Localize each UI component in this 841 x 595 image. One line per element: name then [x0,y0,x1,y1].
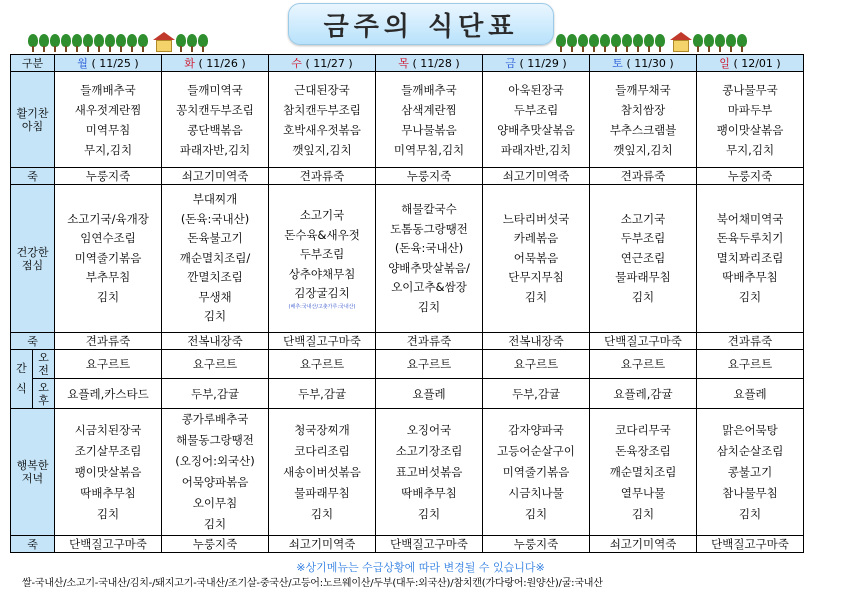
menu-item: 참치캔두부조림 [283,102,361,117]
header-row [11,55,804,72]
menu-table [10,54,804,553]
menu-item: 도톰동그랑땡전 [390,221,468,236]
meal-cell [590,72,697,168]
menu-item: 콩가루배추국 [181,412,249,426]
title-banner [288,3,554,45]
menu-item: 두부조림 [620,231,666,246]
day-name: 토 [612,57,623,70]
menu-item: 새송이버섯볶음 [283,464,361,479]
meal-cell [483,185,590,333]
menu-item: 김치 [524,506,548,521]
menu-item: 어묵볶음 [513,250,559,265]
meal-cell [269,185,376,333]
day-header [269,55,376,72]
porridge-cell: 단백질고구마죽 [269,333,376,350]
header-label: 구분 [11,55,55,72]
menu-item: 미역무침,김치 [393,142,465,157]
meal-cell [376,409,483,536]
day-header [55,55,162,72]
meal-cell [376,185,483,333]
menu-item: 부추스크램블 [609,122,677,137]
tree-icon [198,34,208,52]
snack-cell: 요구르트 [590,350,697,379]
meal-cell [162,409,269,536]
meal-cell [162,72,269,168]
menu-item: 무지,김치 [725,142,775,157]
meal-cell [162,185,269,333]
menu-item: 들깨배추국 [80,82,136,97]
breakfast-label: 활기찬 아침 [11,72,55,168]
origin-note: (배추:국내산/고춧가루:국내산) [288,303,356,310]
porridge-cell: 누룽지죽 [376,168,483,185]
porridge-cell: 누룽지죽 [697,168,804,185]
tree-icon [105,34,115,52]
porridge-cell: 누룽지죽 [162,536,269,553]
menu-item: 콩나물무국 [722,82,778,97]
menu-item: 오이고추&쌈장 [391,280,467,294]
tree-icon [28,34,38,52]
house-icon [153,32,175,52]
tree-icon [578,34,588,52]
menu-item: (돈육:국내산) [394,241,464,255]
menu-item: 들깨배추국 [401,82,457,97]
menu-item: 미역줄기볶음 [502,464,570,479]
tree-icon [39,34,49,52]
tree-icon [138,34,148,52]
tree-decoration-left [28,30,208,52]
day-header [483,55,590,72]
menu-item: 꽁치캔두부조림 [176,102,254,117]
menu-item: 파래자반,김치 [179,142,251,157]
tree-icon [127,34,137,52]
tree-icon [704,34,714,52]
menu-item: 근대된장국 [294,82,350,97]
tree-icon [611,34,621,52]
menu-item: 깨순멸치조림/ [179,250,251,265]
tree-icon [72,34,82,52]
menu-item: 코다리무국 [615,422,671,437]
menu-item: 해물동그랑땡전 [176,433,254,447]
menu-item: 돈육불고기 [187,231,243,246]
tree-icon [622,34,632,52]
menu-item: 조기살무조림 [74,443,142,458]
tree-icon [61,34,71,52]
day-date: ( 11/30 ) [626,57,674,70]
menu-item: (돈육:국내산) [180,211,250,226]
porridge-cell: 누룽지죽 [55,168,162,185]
snack-cell: 두부,감귤 [269,379,376,409]
snack-cell: 요플레,카스타드 [55,379,162,409]
meal-cell [697,72,804,168]
porridge-row [11,333,804,350]
menu-item: 소고기국/육개장 [67,211,149,226]
meal-cell [55,72,162,168]
menu-item: 콩단백볶음 [187,122,243,137]
meal-cell [269,409,376,536]
dinner-row [11,409,804,536]
page-title: 금주의 식단표 [323,11,519,42]
day-name: 일 [719,57,730,70]
meal-cell [697,409,804,536]
lunch-row [11,185,804,333]
lunch-label: 건강한 점심 [11,185,55,333]
menu-item: 팽이맛살볶음 [74,464,142,479]
snack-am-label: 오전 [33,350,55,379]
menu-item: 팽이맛살볶음 [716,122,784,137]
meal-cell [483,72,590,168]
porridge-row [11,536,804,553]
snack-pm-label: 오후 [33,379,55,409]
meal-cell [269,72,376,168]
menu-item: 부추무침 [85,270,131,285]
menu-item: 단무지무침 [508,270,564,285]
menu-item: 돈수육&새우젓 [284,227,360,242]
day-name: 금 [505,57,516,70]
menu-item: 깨순멸치조림 [609,464,677,479]
meal-cell [590,409,697,536]
tree-icon [644,34,654,52]
tree-icon [589,34,599,52]
day-date: ( 11/29 ) [519,57,567,70]
tree-icon [94,34,104,52]
snack-cell: 요구르트 [483,350,590,379]
menu-item: 열무나물 [620,485,666,500]
snack-am-row [11,350,804,379]
snack-cell: 요구르트 [376,350,483,379]
menu-item: 맑은어묵탕 [722,422,778,437]
menu-item: 미역무침 [85,122,131,137]
snack-cell: 요플레 [376,379,483,409]
menu-item: 두부조림 [299,247,345,262]
menu-item: 삼색계란찜 [401,102,457,117]
meal-cell [55,409,162,536]
day-date: ( 11/26 ) [198,57,246,70]
menu-item: 멸치꽈리조림 [716,250,784,265]
menu-item: 표고버섯볶음 [395,464,463,479]
menu-item: 오징어국 [406,422,452,437]
porridge-cell: 단백질고구마죽 [55,536,162,553]
meal-cell [55,185,162,333]
tree-icon [567,34,577,52]
menu-item: (오징어:외국산) [175,454,255,468]
day-name: 목 [398,57,409,70]
porridge-label: 죽 [11,536,55,553]
snack-cell: 요구르트 [697,350,804,379]
menu-item: 김치 [417,506,441,521]
porridge-cell: 쇠고기미역죽 [162,168,269,185]
menu-item: 카레볶음 [513,231,559,246]
porridge-cell: 견과류죽 [269,168,376,185]
menu-item: 김치 [96,289,120,304]
day-header [697,55,804,72]
snack-pm-row [11,379,804,409]
porridge-cell: 견과류죽 [697,333,804,350]
tree-icon [187,34,197,52]
menu-item: 연근조림 [620,250,666,265]
menu-item: 시금치된장국 [74,422,142,437]
tree-icon [556,34,566,52]
menu-item: 부대찌개 [192,192,238,207]
menu-item: 김치 [738,506,762,521]
menu-item: 어묵양파볶음 [181,475,249,489]
meal-cell [483,409,590,536]
porridge-cell: 전복내장죽 [162,333,269,350]
menu-item: 오이무침 [192,496,238,510]
porridge-cell: 견과류죽 [376,333,483,350]
origin-info: 쌀-국내산/소고기-국내산/김치-/돼지고기-국내산/조기살-중국산/고등어:노르웨이산/두부(대두:외국산)/참치캔(가다랑어:원양산)/굴:국내산 [22,578,603,589]
menu-item: 시금치나물 [508,485,564,500]
tree-icon [633,34,643,52]
menu-item: 양배추맛살볶음 [497,122,575,137]
breakfast-row [11,72,804,168]
menu-item: 임연수조림 [80,231,136,246]
porridge-cell: 누룽지죽 [483,536,590,553]
menu-item: 미역줄기볶음 [74,250,142,265]
porridge-cell: 쇠고기미역죽 [269,536,376,553]
tree-icon [176,34,186,52]
house-icon [670,32,692,52]
menu-item: 해물칼국수 [401,202,457,216]
tree-icon [600,34,610,52]
day-header [162,55,269,72]
menu-item: 돈육장조림 [615,443,671,458]
menu-item: 김치 [631,506,655,521]
menu-item: 무나물볶음 [401,122,457,137]
porridge-cell: 쇠고기미역죽 [483,168,590,185]
menu-item: 무생채 [198,289,232,304]
day-name: 월 [77,57,88,70]
menu-item: 소고기국 [620,211,666,226]
tree-icon [715,34,725,52]
menu-item: 딱배추무침 [722,270,778,285]
porridge-cell: 쇠고기미역죽 [590,536,697,553]
menu-item: 코다리조림 [294,443,350,458]
day-header [376,55,483,72]
day-date: ( 12/01 ) [733,57,781,70]
menu-item: 참치쌈장 [620,102,666,117]
menu-item: 감자양파국 [508,422,564,437]
snack-cell: 두부,감귤 [483,379,590,409]
porridge-row [11,168,804,185]
menu-item: 두부조림 [513,102,559,117]
menu-item: 무지,김치 [83,142,133,157]
tree-icon [116,34,126,52]
day-date: ( 11/25 ) [91,57,139,70]
porridge-cell: 단백질고구마죽 [376,536,483,553]
menu-item: 깐멸치조림 [187,270,243,285]
day-date: ( 11/28 ) [412,57,460,70]
menu-item: 김치 [631,289,655,304]
snack-cell: 두부,감귤 [162,379,269,409]
meal-cell [376,72,483,168]
menu-item: 김치 [203,309,227,324]
menu-item: 들깨미역국 [187,82,243,97]
porridge-label: 죽 [11,168,55,185]
menu-item: 깻잎지,김치 [613,142,673,157]
day-name: 화 [184,57,195,70]
menu-item: 파래자반,김치 [500,142,572,157]
change-notice: ※상기메뉴는 수급상황에 따라 변경될 수 있습니다※ [296,561,545,574]
tree-icon [726,34,736,52]
snack-cell: 요플레,감귤 [590,379,697,409]
menu-item: 호박새우젓볶음 [283,122,361,137]
snack-cell: 요플레 [697,379,804,409]
snack-cell: 요구르트 [269,350,376,379]
menu-item: 아욱된장국 [508,82,564,97]
menu-item: 소고기장조림 [395,443,463,458]
tree-icon [50,34,60,52]
porridge-cell: 견과류죽 [55,333,162,350]
tree-icon [655,34,665,52]
menu-item: 김치 [203,517,227,531]
menu-item: 딱배추무침 [80,485,136,500]
menu-item: 김치 [524,289,548,304]
menu-item: 삼치순살조림 [716,443,784,458]
menu-item: 새우젓계란찜 [74,102,142,117]
menu-item: 물파래무침 [615,270,671,285]
dinner-label: 행복한 저녁 [11,409,55,536]
day-name: 수 [291,57,302,70]
menu-item: 김장굴김치 [294,286,350,301]
menu-item: 물파래무침 [294,485,350,500]
menu-item: 김치 [738,289,762,304]
tree-decoration-right [556,30,747,52]
tree-icon [737,34,747,52]
menu-item: 김치 [310,506,334,521]
menu-item: 마파두부 [727,102,773,117]
porridge-cell: 단백질고구마죽 [697,536,804,553]
menu-item: 북어채미역국 [716,211,784,226]
snack-cell: 요구르트 [162,350,269,379]
menu-item: 김치 [417,299,441,314]
menu-item: 상추야채무침 [288,266,356,281]
menu-item: 양배추맛살볶음/ [388,260,470,275]
porridge-cell: 단백질고구마죽 [590,333,697,350]
menu-item: 느타리버섯국 [502,211,570,226]
day-date: ( 11/27 ) [305,57,353,70]
menu-item: 깻잎지,김치 [292,142,352,157]
tree-icon [83,34,93,52]
meal-cell [697,185,804,333]
snack-label: 간식 [11,350,33,409]
menu-item: 김치 [96,506,120,521]
menu-item: 고등어순살구이 [497,443,575,458]
menu-item: 청국장찌개 [294,422,350,437]
porridge-cell: 견과류죽 [590,168,697,185]
menu-item: 돈육두루치기 [716,231,784,246]
menu-item: 들깨무채국 [615,82,671,97]
tree-icon [693,34,703,52]
meal-cell [590,185,697,333]
menu-item: 소고기국 [299,208,345,223]
porridge-cell: 전복내장죽 [483,333,590,350]
day-header [590,55,697,72]
menu-item: 콩불고기 [727,464,773,479]
porridge-label: 죽 [11,333,55,350]
snack-cell: 요구르트 [55,350,162,379]
menu-item: 딱배추무침 [401,485,457,500]
menu-item: 참나물무침 [722,485,778,500]
